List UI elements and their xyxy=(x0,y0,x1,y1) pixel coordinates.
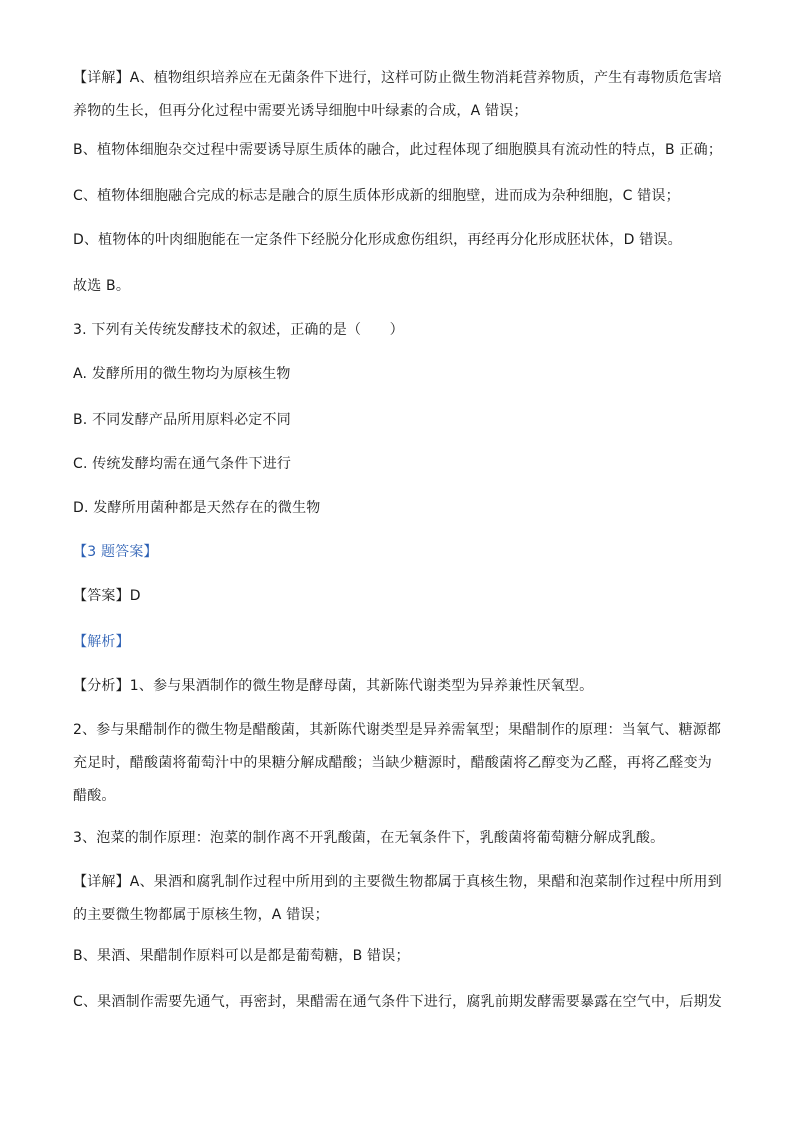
option-c: C. 传统发酵均需在通气条件下进行 xyxy=(73,456,292,472)
conclusion-text: 故选 B。 xyxy=(73,278,131,294)
answer-section-header: 【3 题答案】 xyxy=(73,544,158,560)
answer-text: 【答案】D xyxy=(73,588,141,604)
analysis-point-3: 3、泡菜的制作原理：泡菜的制作离不开乳酸菌，在无氧条件下，乳酸菌将葡萄糖分解成乳酸。 xyxy=(73,830,665,846)
detail-paragraph-d: D、植物体的叶肉细胞能在一定条件下经脱分化形成愈伤组织，再经再分化形成胚状体，D 错误。 xyxy=(73,232,682,248)
analysis-header: 【解析】 xyxy=(73,634,130,650)
analysis-point-2: 2、参与果醋制作的微生物是醋酸菌，其新陈代谢类型是异养需氧型；果醋制作的原理：当氧气、糖源都充足时，醋酸菌将葡萄汁中的果糖分解成醋酸；当缺少糖源时，醋酸菌将乙醇变为乙醛，再将乙醛变为醋酸。 xyxy=(73,722,722,804)
detail-answer-b: B、果酒、果醋制作原料可以是都是葡萄糖，B 错误； xyxy=(73,948,410,964)
option-a: A. 发酵所用的微生物均为原核生物 xyxy=(73,366,291,382)
analysis-point-1: 【分析】1、参与果酒制作的微生物是酵母菌，其新陈代谢类型为异养兼性厌氧型。 xyxy=(73,678,594,694)
detail-answer-a: 【详解】A、果酒和腐乳制作过程中所用到的主要微生物都属于真核生物，果醋和泡菜制作过程中所用到的主要微生物都属于原核生物，A 错误； xyxy=(73,874,722,923)
option-d: D. 发酵所用菌种都是天然存在的微生物 xyxy=(73,500,321,516)
detail-paragraph-c: C、植物体细胞融合完成的标志是融合的原生质体形成新的细胞壁，进而成为杂种细胞，C 错误； xyxy=(73,188,680,204)
detail-paragraph-b: B、植物体细胞杂交过程中需要诱导原生质体的融合，此过程体现了细胞膜具有流动性的特点，B 正确； xyxy=(73,142,723,158)
question-stem: 3. 下列有关传统发酵技术的叙述，正确的是（ ） xyxy=(73,322,404,338)
detail-answer-c: C、果酒制作需要先通气，再密封，果醋需在通气条件下进行，腐乳前期发酵需要暴露在空气中，后期发 xyxy=(73,994,722,1010)
detail-paragraph-a: 【详解】A、植物组织培养应在无菌条件下进行，这样可防止微生物消耗营养物质，产生有毒物质危害培养物的生长，但再分化过程中需要光诱导细胞中叶绿素的合成，A 错误； xyxy=(73,70,722,119)
option-b: B. 不同发酵产品所用原料必定不同 xyxy=(73,412,291,428)
